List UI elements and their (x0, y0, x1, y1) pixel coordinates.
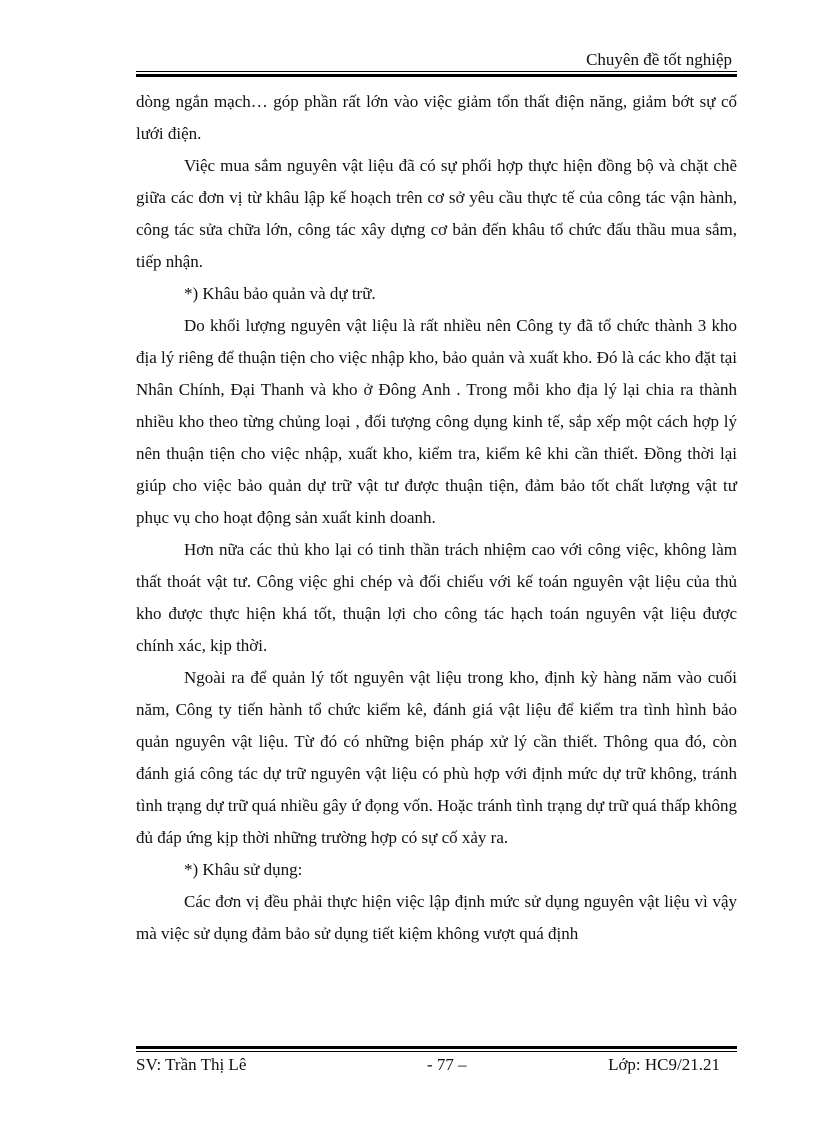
paragraph-1: dòng ngắn mạch… góp phần rất lớn vào việc giảm tổn thất điện năng, giảm bớt sự cố lưới điện. (136, 92, 737, 143)
paragraph-6: Các đơn vị đều phải thực hiện việc lập định mức sử dụng nguyên vật liệu vì vậy mà việc sử dụng đảm bảo sử dụng tiết kiệm không vượt quá định (136, 892, 737, 943)
header-title: Chuyên đề tốt nghiệp (586, 50, 732, 69)
section-heading-storage: *) Khâu bảo quản và dự trữ. (184, 284, 376, 303)
header-rule-thin (136, 71, 737, 72)
header-rule-thick (136, 74, 737, 77)
paragraph-2: Việc mua sắm nguyên vật liệu đã có sự phối hợp thực hiện đồng bộ và chặt chẽ giữa các đơn vị từ khâu lập kế hoạch trên cơ sở yêu cầu thực tế của công tác vận hành, công tác sửa chữa lớn, công tác xây dựng cơ bản đến khâu tổ chức đấu thầu mua sắm, tiếp nhận. (136, 156, 737, 271)
body-text (136, 86, 737, 950)
footer-class: Lớp: HC9/21.21 (608, 1055, 720, 1074)
section-heading-usage: *) Khâu sử dụng: (184, 860, 303, 879)
footer-rule-thick (136, 1046, 737, 1049)
paragraph-3: Do khối lượng nguyên vật liệu là rất nhiều nên Công ty đã tổ chức thành 3 kho địa lý riêng để thuận tiện cho việc nhập kho, bảo quản và xuất kho. Đó là các kho đặt tại Nhân Chính, Đại Thanh và kho ở Đông Anh . Trong mỗi kho địa lý lại chia ra thành nhiều kho theo từng chủng loại , đối tượng công dụng kinh tế, sắp xếp một cách hợp lý nên thuận tiện cho việc nhập, xuất kho, kiểm tra, kiểm kê khi cần thiết. Đồng thời lại giúp cho việc bảo quản dự trữ vật tư được thuận tiện, đảm bảo tốt chất lượng vật tư phục vụ cho hoạt động sản xuất kinh doanh. (136, 316, 737, 527)
paragraph-5: Ngoài ra để quản lý tốt nguyên vật liệu trong kho, định kỳ hàng năm vào cuối năm, Công ty tiến hành tổ chức kiểm kê, đánh giá vật liệu để kiểm tra tình hình bảo quản nguyên vật liệu. Từ đó có những biện pháp xử lý cần thiết. Thông qua đó, còn đánh giá công tác dự trữ nguyên vật liệu có phù hợp với định mức dự trữ không, tránh tình trạng dự trữ quá nhiều gây ứ đọng vốn. Hoặc tránh tình trạng dự trữ quá thấp không đủ đáp ứng kịp thời những trường hợp có sự cố xảy ra. (136, 668, 737, 847)
footer-rule-thin (136, 1051, 737, 1052)
footer-student: SV: Trần Thị Lê (136, 1055, 247, 1074)
paragraph-4: Hơn nữa các thủ kho lại có tinh thần trách nhiệm cao với công việc, không làm thất thoát vật tư. Công việc ghi chép và đối chiếu với kế toán nguyên vật liệu của thủ kho được thực hiện khá tốt, thuận lợi cho công tác hạch toán nguyên vật liệu được chính xác, kịp thời. (136, 540, 737, 655)
footer-page-number: - 77 – (427, 1055, 467, 1074)
